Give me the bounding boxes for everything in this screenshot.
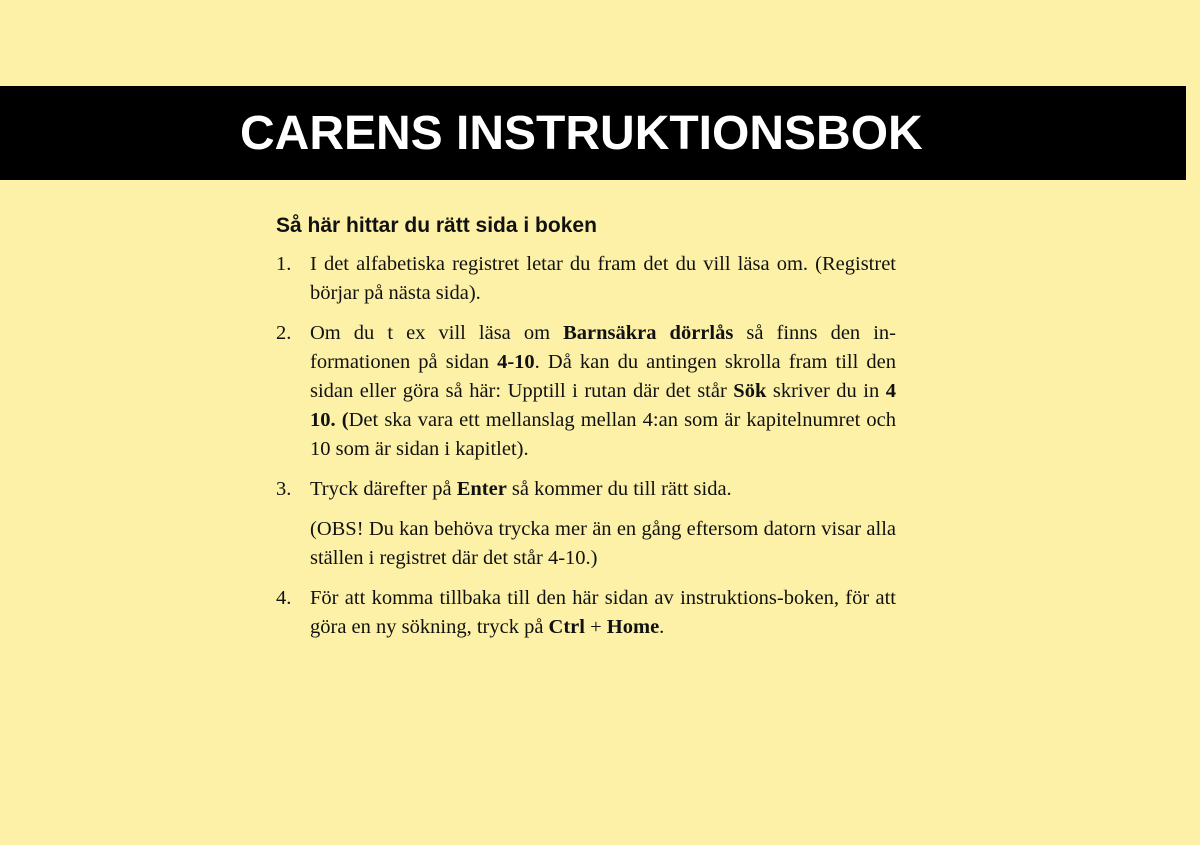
emphasis-term: Sök (733, 380, 767, 402)
step-text: Om du t ex vill läsa om Barnsäkra dörrlås så finns den in-formationen på sidan 4-10. Då kan du antingen skrolla fram till den sidan eller göra så här: Upptill i rutan där det står Sök skriver du in 4 10. (Det ska vara ett mellanslag mellan 4:an som är kapitelnumret och 10 som är sidan i kapitlet). (310, 322, 897, 460)
emphasis-term: Ctrl (548, 616, 585, 638)
emphasis-term: Home (606, 616, 660, 638)
step-number: 4. (276, 587, 292, 609)
emphasis-term: Barnsäkra dörrlås (563, 322, 734, 344)
emphasis-term: 4 10. (310, 380, 896, 431)
emphasis-term: ( (341, 409, 349, 431)
emphasis-term: Enter (456, 478, 507, 500)
step-number: 1. (276, 253, 292, 275)
emphasis-term: 4-10 (497, 351, 535, 373)
document-title: CARENS INSTRUKTIONSBOK (240, 107, 923, 160)
list-item (276, 319, 896, 464)
step-text: Tryck därefter på Enter så kommer du till rätt sida. (310, 478, 732, 500)
step-number: 2. (276, 322, 292, 344)
step-number: 3. (276, 478, 292, 500)
step-text: I det alfabetiska registret letar du fram det du vill läsa om. (Registret börjar på nästa sida). (310, 253, 896, 304)
step-text: För att komma tillbaka till den här sidan av instruktions-boken, för att göra en ny sökning, tryck på Ctrl + Home. (310, 587, 896, 638)
instructions-section (276, 210, 896, 653)
instruction-list (276, 250, 896, 642)
list-item (276, 475, 896, 573)
step-note: (OBS! Du kan behöva trycka mer än en gång eftersom datorn visar alla ställen i registret där det står 4-10.) (310, 518, 896, 569)
list-item (276, 584, 896, 642)
list-item (276, 250, 896, 308)
section-heading: Så här hittar du rätt sida i boken (276, 214, 597, 237)
